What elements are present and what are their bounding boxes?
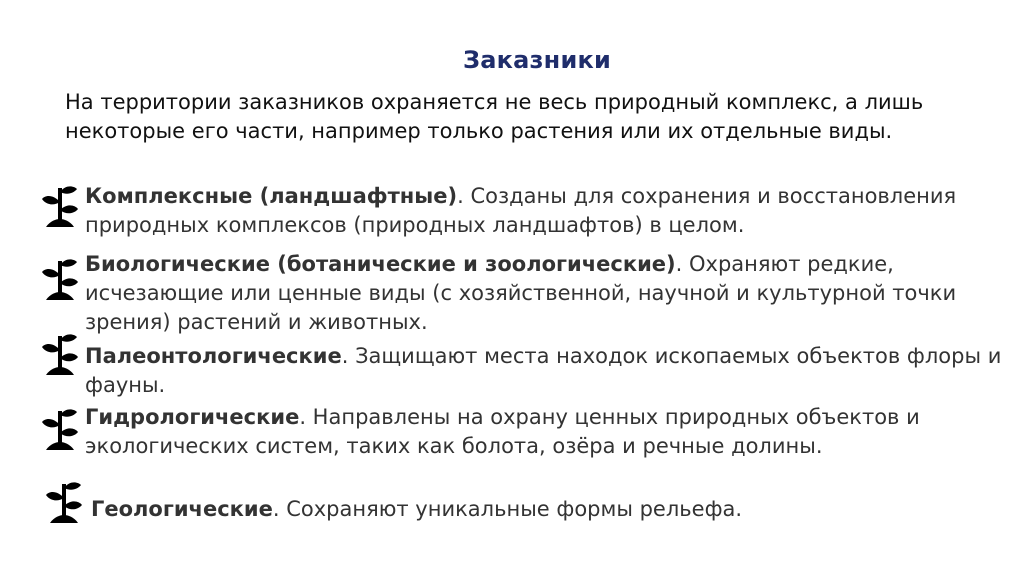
item-term: Палеонтологические xyxy=(85,344,342,368)
list-item xyxy=(91,495,1011,524)
list-item xyxy=(85,182,1005,240)
item-term: Гидрологические xyxy=(85,405,300,429)
item-term: Комплексные (ландшафтные) xyxy=(85,184,458,208)
list-item xyxy=(85,403,1005,461)
slide-title: Заказники xyxy=(463,46,611,74)
list-item xyxy=(85,250,1005,337)
item-text: . Созданы для сохранения и восстановления природных комплексов (природных ландшафтов) в целом. xyxy=(85,184,957,237)
item-text: . Сохраняют уникальные формы рельефа. xyxy=(272,497,743,521)
intro-text: На территории заказников охраняется не весь природный комплекс, а лишь некоторые его части, например только растения или их отдельные виды. xyxy=(65,90,924,143)
item-text: . Направлены на охрану ценных природных объектов и экологических систем, таких как болота, озёра и речные долины. xyxy=(85,405,920,458)
item-text: . Защищают места находок ископаемых объектов флоры и фауны. xyxy=(85,344,1002,397)
sprout-icon xyxy=(40,255,80,303)
item-text: . Охраняют редкие, исчезающие или ценные виды (с хозяйственной, научной и культурной точки зрения) растений и животных. xyxy=(85,252,957,334)
list-item xyxy=(85,342,1005,400)
item-term: Биологические (ботанические и зоологические) xyxy=(85,252,676,276)
sprout-icon xyxy=(40,330,80,378)
sprout-icon xyxy=(44,478,84,526)
item-term: Геологические xyxy=(91,497,273,521)
sprout-icon xyxy=(40,182,80,230)
sprout-icon xyxy=(40,405,80,453)
